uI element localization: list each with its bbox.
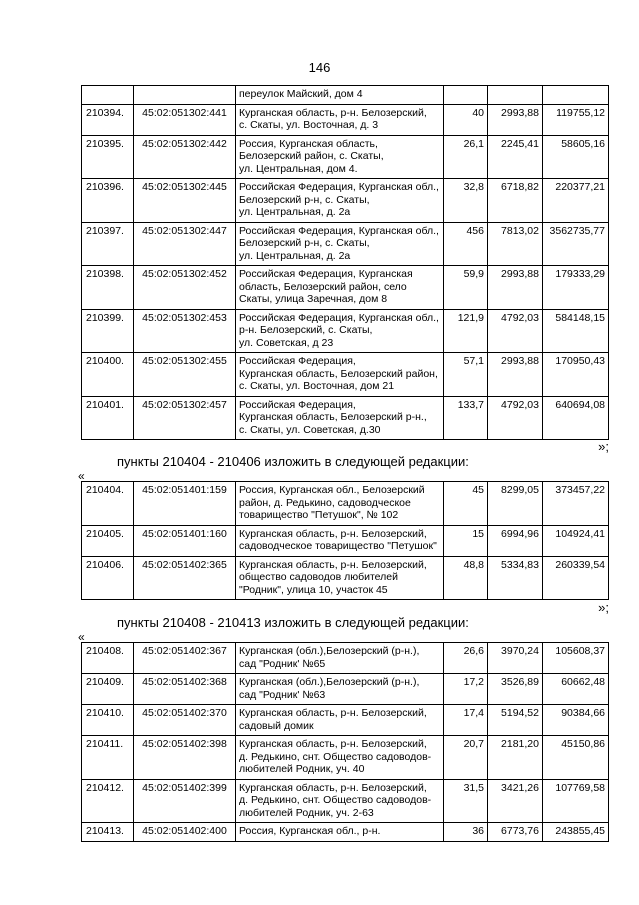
table-row [82,396,609,440]
address: Курганская область, р-н. Белозерский, общество садоводов любителей "Родник", улица 10, участок 45 [236,556,444,600]
address: Россия, Курганская обл., р-н. [236,823,444,842]
page-number: 146 [308,60,331,75]
area-value: 45 [444,482,488,526]
cadastral-number: 45:02:051402:370 [134,705,236,736]
table-row [82,309,609,353]
unit-price [488,86,543,105]
area-value: 59,9 [444,266,488,310]
area-value: 17,2 [444,674,488,705]
unit-price: 2993,88 [488,353,543,397]
unit-price: 2181,20 [488,736,543,780]
address: Российская Федерация, Курганская обл., Белозерский р-н, с. Скаты, ул. Центральная, д. 2а [236,222,444,266]
cadastral-cost: 170950,43 [543,353,609,397]
row-number: 210408. [82,643,134,674]
table-row [82,104,609,135]
cadastral-cost: 119755,12 [543,104,609,135]
cadastral-number: 45:02:051402:400 [134,823,236,842]
unit-price: 2993,88 [488,104,543,135]
cadastral-number: 45:02:051302:442 [134,135,236,179]
registry-table-3 [81,642,609,842]
address: Курганская область, р-н. Белозерский, с. Скаты, ул. Восточная, д. 3 [236,104,444,135]
table-row [82,525,609,556]
cadastral-number: 45:02:051401:160 [134,525,236,556]
area-value: 48,8 [444,556,488,600]
cadastral-cost: 584148,15 [543,309,609,353]
row-number: 210400. [82,353,134,397]
cadastral-cost: 107769,58 [543,779,609,823]
cadastral-cost: 60662,48 [543,674,609,705]
area-value: 57,1 [444,353,488,397]
unit-price: 7813,02 [488,222,543,266]
row-number: 210411. [82,736,134,780]
table-row [82,179,609,223]
row-number: 210410. [82,705,134,736]
table-row [82,353,609,397]
cadastral-number [134,86,236,105]
registry-table-1 [81,85,609,440]
address: Курганская область, р-н. Белозерский, д. Редькино, снт. Общество садоводов- любителей Родник, уч. 2-63 [236,779,444,823]
area-value: 36 [444,823,488,842]
cadastral-cost: 90384,66 [543,705,609,736]
unit-price: 4792,03 [488,309,543,353]
address: Российская Федерация, Курганская обл., р-н. Белозерский, с. Скаты, ул. Советская, д 23 [236,309,444,353]
row-number: 210398. [82,266,134,310]
unit-price: 6994,96 [488,525,543,556]
unit-price: 2993,88 [488,266,543,310]
area-value: 456 [444,222,488,266]
closing-quote: »; [598,600,609,615]
row-number: 210409. [82,674,134,705]
cadastral-number: 45:02:051302:455 [134,353,236,397]
address: Российская Федерация, Курганская область, Белозерский район, с. Скаты, ул. Восточная, дом 21 [236,353,444,397]
cadastral-number: 45:02:051402:365 [134,556,236,600]
cadastral-cost: 243855,45 [543,823,609,842]
amendment-text-2: пункты 210408 - 210413 изложить в следующей редакции: [117,615,469,630]
address: Курганская (обл.),Белозерский (р-н.), сад "Родник' №65 [236,643,444,674]
row-number: 210413. [82,823,134,842]
table-row [82,643,609,674]
cadastral-number: 45:02:051401:159 [134,482,236,526]
table-row [82,556,609,600]
address: Курганская область, р-н. Белозерский, д. Редькино, снт. Общество садоводов- любителей Родник, уч. 40 [236,736,444,780]
area-value: 15 [444,525,488,556]
row-number: 210397. [82,222,134,266]
area-value [444,86,488,105]
address: Курганская область, р-н. Белозерский, садоводческое товарищество "Петушок" [236,525,444,556]
area-value: 17,4 [444,705,488,736]
area-value: 20,7 [444,736,488,780]
unit-price: 6718,82 [488,179,543,223]
cadastral-number: 45:02:051302:452 [134,266,236,310]
area-value: 26,1 [444,135,488,179]
table-row [82,736,609,780]
area-value: 133,7 [444,396,488,440]
address: Российская Федерация, Курганская обл., Белозерский р-н, с. Скаты, ул. Центральная, д. 2а [236,179,444,223]
address: Россия, Курганская область, Белозерский район, с. Скаты, ул. Центральная, дом 4. [236,135,444,179]
table-row [82,86,609,105]
closing-quote: »; [598,439,609,454]
row-number: 210399. [82,309,134,353]
cadastral-cost: 58605,16 [543,135,609,179]
row-number: 210404. [82,482,134,526]
table-row [82,482,609,526]
table-row [82,779,609,823]
row-number [82,86,134,105]
cadastral-number: 45:02:051402:367 [134,643,236,674]
cadastral-cost [543,86,609,105]
cadastral-number: 45:02:051402:399 [134,779,236,823]
unit-price: 6773,76 [488,823,543,842]
address: Российская Федерация, Курганская область, Белозерский р-н., с. Скаты, ул. Советская, д.30 [236,396,444,440]
area-value: 26,6 [444,643,488,674]
cadastral-number: 45:02:051302:445 [134,179,236,223]
row-number: 210412. [82,779,134,823]
opening-quote: « [78,630,85,644]
amendment-text-1: пункты 210404 - 210406 изложить в следующей редакции: [117,454,469,469]
unit-price: 8299,05 [488,482,543,526]
unit-price: 5194,52 [488,705,543,736]
cadastral-number: 45:02:051402:368 [134,674,236,705]
cadastral-number: 45:02:051302:457 [134,396,236,440]
cadastral-cost: 3562735,77 [543,222,609,266]
opening-quote: « [78,469,85,483]
row-number: 210401. [82,396,134,440]
address: Российская Федерация, Курганская область, Белозерский район, село Скаты, улица Заречная, дом 8 [236,266,444,310]
table-row [82,674,609,705]
cadastral-cost: 179333,29 [543,266,609,310]
row-number: 210406. [82,556,134,600]
cadastral-number: 45:02:051302:441 [134,104,236,135]
table-row [82,705,609,736]
row-number: 210394. [82,104,134,135]
address: переулок Майский, дом 4 [236,86,444,105]
table-row [82,823,609,842]
row-number: 210396. [82,179,134,223]
table-row [82,222,609,266]
unit-price: 5334,83 [488,556,543,600]
address: Курганская область, р-н. Белозерский, садовый домик [236,705,444,736]
cadastral-cost: 373457,22 [543,482,609,526]
registry-table-2 [81,481,609,600]
area-value: 31,5 [444,779,488,823]
unit-price: 3421,26 [488,779,543,823]
cadastral-cost: 105608,37 [543,643,609,674]
area-value: 40 [444,104,488,135]
area-value: 32,8 [444,179,488,223]
area-value: 121,9 [444,309,488,353]
table-row [82,135,609,179]
address: Курганская (обл.),Белозерский (р-н.), сад "Родник' №63 [236,674,444,705]
unit-price: 2245,41 [488,135,543,179]
table-row [82,266,609,310]
cadastral-cost: 104924,41 [543,525,609,556]
cadastral-cost: 45150,86 [543,736,609,780]
cadastral-number: 45:02:051302:453 [134,309,236,353]
address: Россия, Курганская обл., Белозерский район, д. Редькино, садоводческое товарищество "Петушок", № 102 [236,482,444,526]
row-number: 210395. [82,135,134,179]
cadastral-number: 45:02:051402:398 [134,736,236,780]
cadastral-cost: 220377,21 [543,179,609,223]
unit-price: 3526,89 [488,674,543,705]
unit-price: 3970,24 [488,643,543,674]
cadastral-cost: 640694,08 [543,396,609,440]
unit-price: 4792,03 [488,396,543,440]
cadastral-number: 45:02:051302:447 [134,222,236,266]
row-number: 210405. [82,525,134,556]
cadastral-cost: 260339,54 [543,556,609,600]
